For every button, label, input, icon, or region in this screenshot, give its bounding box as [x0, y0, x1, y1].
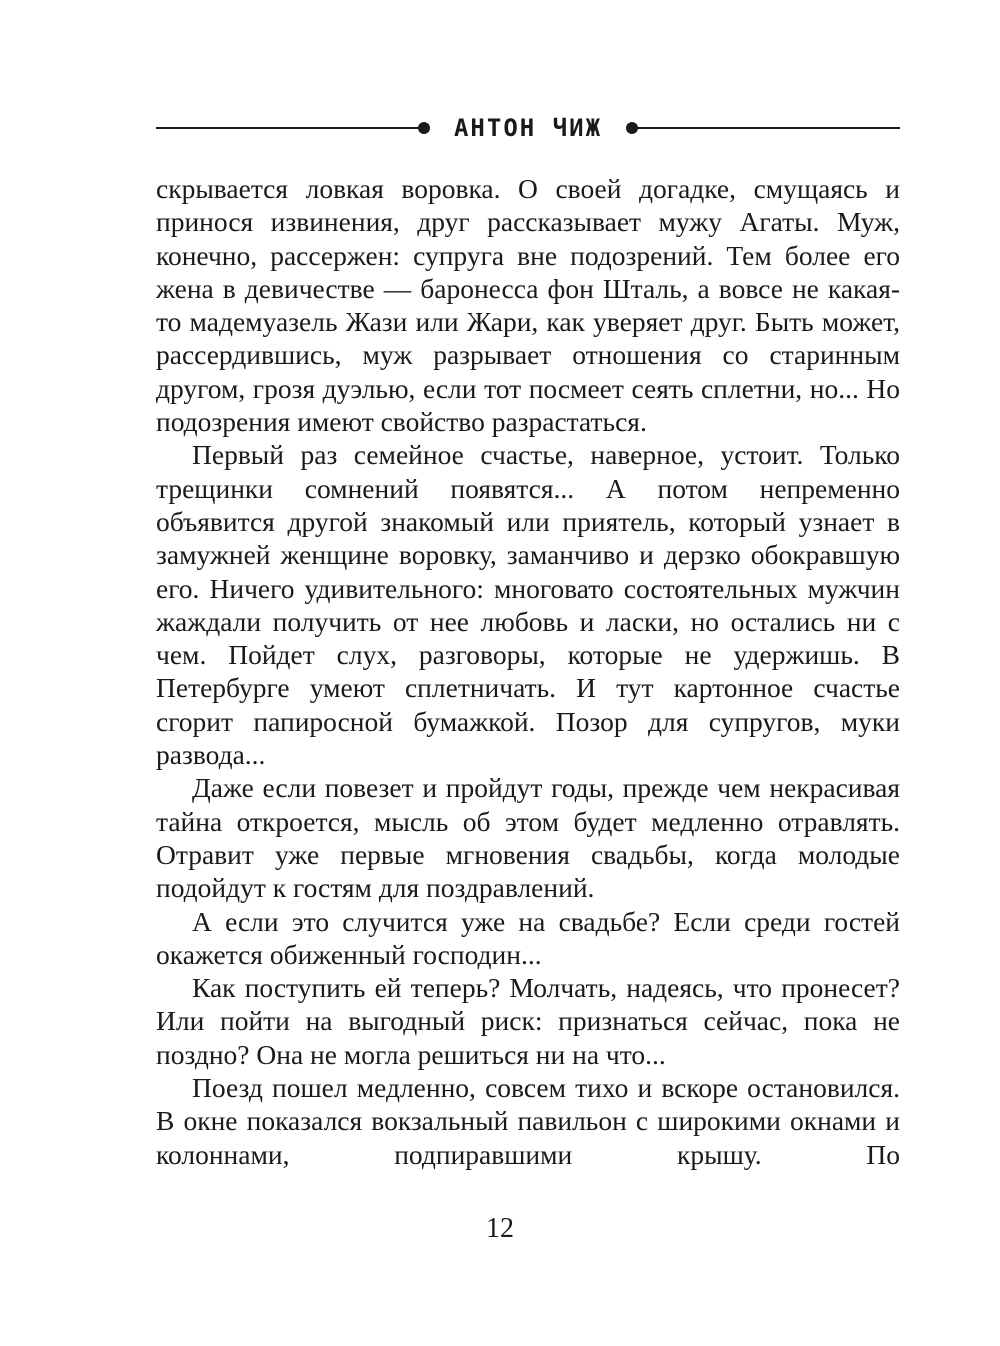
paragraph: Первый раз семейное счастье, наверное, устоит. Только трещинки сомнений появятся... А потом непременно объявится другой знакомый или приятель, который узнает в замужней женщине воровку, заманчиво и дерзко обокравшую его. Ничего удивительного: многовато состоятельных мужчин жаждали получить от нее любовь и ласки, но остались ни с чем. Пойдет слух, разговоры, которые не удержишь. В Петербурге умеют сплетничать. И тут картонное счастье сгорит папиросной бумажкой. Позор для супругов, муки развода... — [156, 439, 900, 771]
paragraph: А если это случится уже на свадьбе? Если среди гостей окажется обиженный господин... — [156, 905, 900, 970]
page-number: 12 — [486, 1213, 514, 1244]
paragraph: Как поступить ей теперь? Молчать, надеясь, что пронесет? Или пойти на выгодный риск: признаться сейчас, пока не поздно? Она не могла решиться ни на что... — [156, 972, 900, 1070]
running-header — [156, 108, 900, 148]
body-text — [156, 172, 900, 1171]
header-bullet-left — [418, 122, 430, 134]
paragraph: скрывается ловкая воровка. О своей догадке, смущаясь и принося извинения, друг рассказывает мужу Агаты. Муж, конечно, рассержен: супруга вне подозрений. Тем более его жена в девичестве — баронесса фон Шталь, а вовсе не какая-то мадемуазель Жази или Жари, как уверяет друг. Быть может, рассердившись, муж разрывает отношения со старинным другом, грозя дуэлью, если тот посмеет сеять сплетни, но... Но подозрения имеют свойство разрастаться. — [156, 173, 900, 438]
header-rule-right — [632, 127, 900, 129]
paragraph: Даже если повезет и пройдут годы, прежде чем некрасивая тайна откроется, мысль об этом будет медленно отравлять. Отравит уже первые мгновения свадьбы, когда молодые подойдут к гостям для поздравлений. — [156, 772, 900, 904]
header-author: АНТОН ЧИЖ — [453, 114, 603, 142]
header-rule-left — [156, 127, 418, 129]
paragraph: Поезд пошел медленно, совсем тихо и вскоре остановился. В окне показался вокзальный павильон с широкими окнами и колоннами, подпиравшими крышу. По — [156, 1072, 900, 1170]
